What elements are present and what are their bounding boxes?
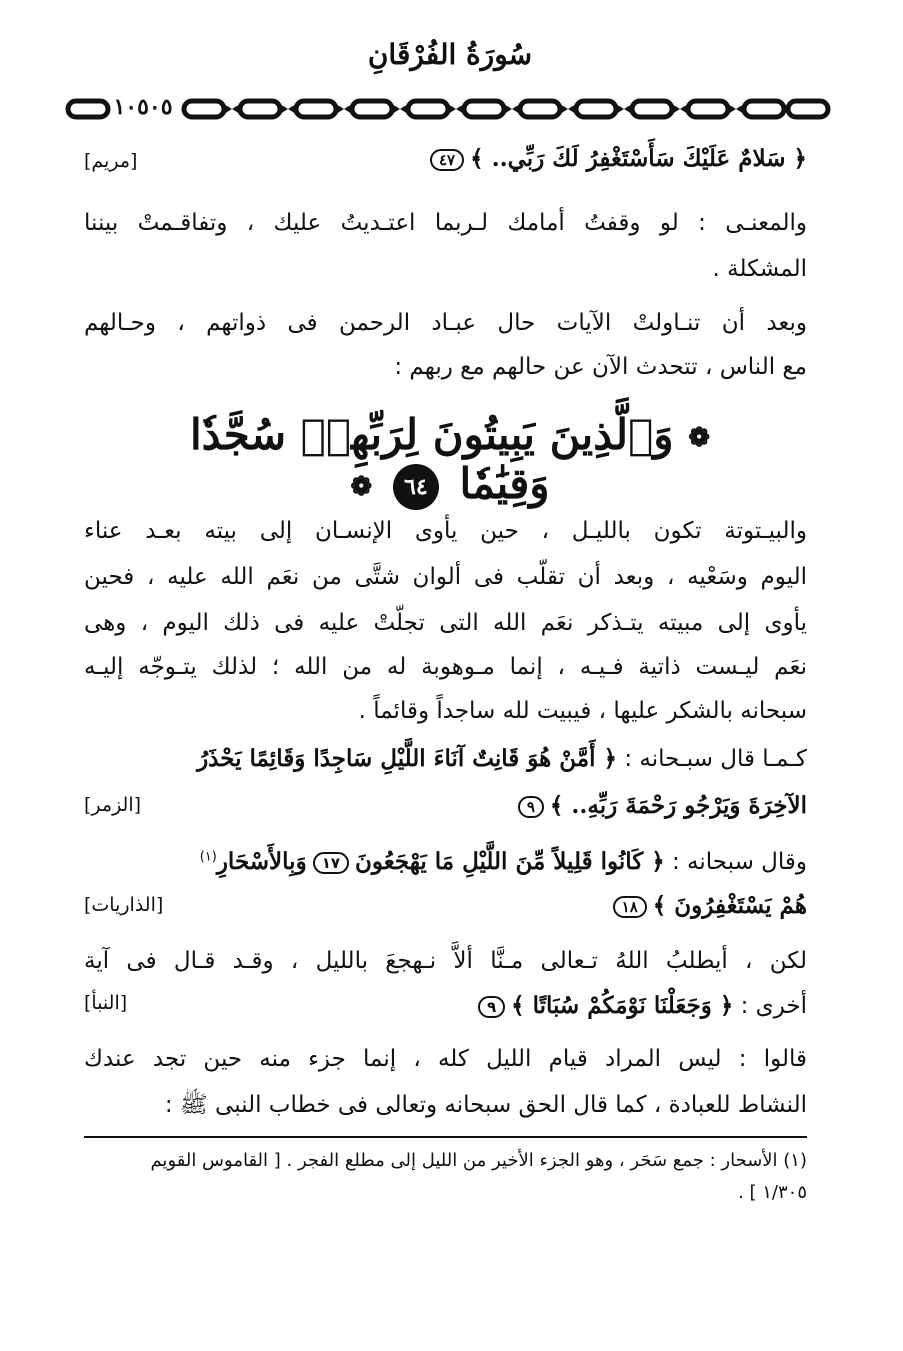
- verse-text: ﴿ كَانُوا قَلِيلاً مِّنَ اللَّيْلِ مَا يَهْجَعُونَ: [355, 848, 665, 875]
- verse-text: وَبِالأَسْحَارِ: [216, 848, 307, 875]
- surah-reference: [النبأ]: [84, 992, 128, 1014]
- verse-line-dhariyat-cont: [84, 892, 807, 919]
- main-verse-number: ٦٤: [393, 464, 439, 510]
- verse-line-dhariyat: [84, 848, 807, 875]
- text-line: نعَم ليـست ذاتية فـيـه ، إنما مـوهوبة له من الله ؛ لذلك يتـوجّه إليـه: [84, 654, 807, 680]
- text-line: يأوى إلى مبيته يتـذكر نعَم الله التى تجلّتْ عليه فى ذلك اليوم ، وهى: [84, 610, 807, 636]
- verse-text: ﴿ سَلامٌ عَلَيْكَ سَأَسْتَغْفِرُ لَكَ رَبِّي.. ﴾: [470, 145, 807, 172]
- footnote-divider: [84, 1136, 807, 1138]
- intro-text: كـمـا قال سبـحانه :: [624, 746, 807, 772]
- verse-ornament-icon: ❁: [688, 423, 710, 453]
- intro-text: أخرى :: [740, 993, 807, 1019]
- verse-text: ﴿ أَمَّنْ هُوَ قَانِتٌ آنَاءَ اللَّيْلِ سَاجِدًا وَقَائِمًا يَحْذَرُ: [197, 745, 618, 772]
- verse-line-zumar-cont: [84, 792, 807, 819]
- surah-reference: [الذاريات]: [84, 894, 164, 916]
- verse-number: ٩: [518, 796, 544, 818]
- text-line: سبحانه بالشكر عليها ، فيبيت لله ساجداً وقائماً .: [358, 698, 807, 724]
- verse-number: ٩: [478, 996, 505, 1018]
- surah-reference: [الزمر]: [84, 794, 142, 816]
- verse-text: هُمْ يَسْتَغْفِرُونَ ﴾: [652, 892, 807, 919]
- intro-text: وقال سبحانه :: [672, 849, 807, 875]
- verse-text: ﴿ وَجَعَلْنَا نَوْمَكُمْ سُبَاتًا ﴾: [511, 992, 734, 1019]
- verse-line-zumar: [84, 745, 807, 772]
- text-line: والمعنـى : لو وقفتُ أمامك لـربما اعتـديتُ عليك ، وتفاقـمتْ بيننا: [84, 210, 807, 236]
- verse-line-maryam: [84, 145, 807, 172]
- main-verse-text: وَٱلَّذِينَ يَبِيتُونَ لِرَبِّهِمۡ سُجَّدٗا وَقِيَٰمٗا: [190, 410, 674, 508]
- footnote-marker: (١): [199, 849, 217, 865]
- surah-title: سُورَةُ الفُرْقَانِ: [367, 38, 533, 71]
- text-line: قالوا : ليس المراد قيام الليل كله ، إنما جزء منه حين تجد عندك: [84, 1046, 807, 1072]
- text-line: المشكلة .: [712, 256, 807, 282]
- main-verse: [170, 410, 730, 510]
- text-line: اليوم وسَعْيه ، وبعد أن تقلّب فى ألوان شتَّى من نعَم الله عليه ، فحين: [84, 564, 807, 590]
- verse-text: الآخِرَةَ وَيَرْجُو رَحْمَةَ رَبِّهِ.. ﴾: [549, 792, 807, 819]
- page-number: ١٠٥٠٥: [113, 94, 173, 120]
- text-line: النشاط للعبادة ، كما قال الحق سبحانه وتعالى فى خطاب النبى ﷺ :: [164, 1092, 807, 1118]
- surah-reference: [مريم]: [84, 150, 138, 172]
- verse-number: ٤٧: [430, 149, 464, 171]
- text-line: والبيـتوتة تكون بالليـل ، حين يأوى الإنسـان إلى بيته بعـد عناء: [84, 518, 807, 544]
- verse-ornament-icon: ❁: [350, 472, 373, 502]
- footnote-line: ١/٣٠٥ ] .: [738, 1182, 807, 1203]
- footnote-line: (١) الأسحار : جمع سَحَر ، وهو الجزء الأخير من الليل إلى مطلع الفجر . [ القاموس القويم: [150, 1150, 807, 1171]
- verse-number: ١٨: [613, 896, 647, 918]
- text-line: وبعد أن تنـاولتْ الآيات حال عبـاد الرحمن فى ذواتهم ، وحـالهم: [84, 310, 807, 336]
- verse-number: ١٧: [313, 852, 349, 874]
- verse-line-naba: [84, 992, 807, 1019]
- text-line: لكن ، أيطلبُ اللهُ تـعالى مـنَّا ألاَّ نـهجعَ بالليل ، وقـد قـال فى آية: [84, 948, 807, 974]
- text-line: مع الناس ، تتحدث الآن عن حالهم مع ربهم :: [394, 354, 807, 380]
